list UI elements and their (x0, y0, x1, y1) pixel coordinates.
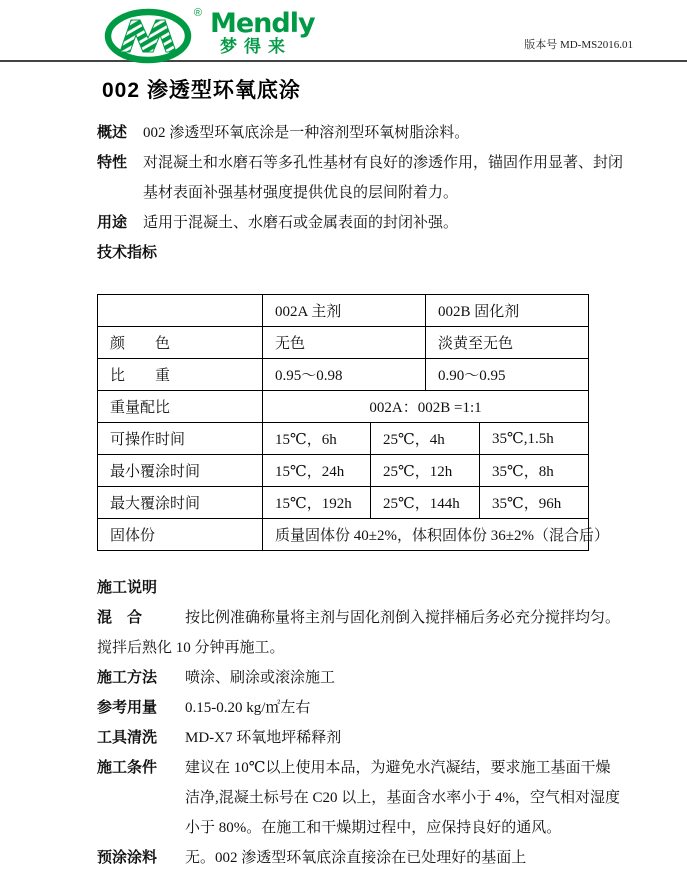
construction-section (97, 573, 632, 873)
page-header (0, 0, 687, 62)
cons-body (185, 603, 632, 633)
cons-line: MD-X7 环氧地坪稀释剂 (185, 730, 342, 746)
page-title: 002 渗透型环氧底涂 (102, 79, 301, 102)
cons-label: 工具清洗 (97, 729, 158, 746)
construction-heading: 施工说明 (97, 579, 158, 596)
cons-label: 参考用量 (97, 699, 158, 716)
table-row-ratio (98, 391, 589, 423)
cons-line: 喷涂、刷涂或滚涂施工 (185, 670, 336, 686)
cons-mixing-continuation: 搅拌后熟化 10 分钟再施工。 (97, 640, 285, 656)
table-cell: 002A：002B =1:1 (263, 391, 589, 423)
table-cell: 0.95～0.98 (263, 359, 426, 391)
table-row-solids (98, 519, 589, 551)
brand-block (104, 8, 315, 60)
table-row-color (98, 327, 589, 359)
tech-specs-heading: 技术指标 (97, 244, 158, 261)
cons-body (185, 843, 632, 873)
table-cell: 淡黄至无色 (426, 327, 589, 359)
intro-item-usage (97, 208, 632, 238)
cons-line: 按比例准确称量将主剂与固化剂倒入搅拌桶后务必充分搅拌均匀。 (185, 610, 621, 626)
registered-mark: ® (193, 7, 202, 19)
table-row-potlife (98, 423, 589, 455)
table-cell: 25℃，4h (371, 423, 480, 455)
cons-label: 混 合 (97, 609, 143, 626)
intro-line: 适用于混凝土、水磨石或金属表面的封闭补强。 (143, 215, 459, 231)
table-cell: 最小覆涂时间 (98, 455, 263, 487)
table-cell: 35℃，8h (480, 455, 589, 487)
intro-line: 对混凝土和水磨石等多孔性基材有良好的渗透作用，锚固作用显著、封闭 (143, 155, 624, 171)
table-cell: 无色 (263, 327, 426, 359)
table-cell: 最大覆涂时间 (98, 487, 263, 519)
table-cell: 固体份 (98, 519, 263, 551)
intro-label: 概述 (97, 124, 128, 141)
table-cell: 质量固体份 40±2%，体积固体份 36±2%（混合后） (263, 519, 589, 551)
version-label: 版本号 MD-MS2016.01 (524, 39, 633, 51)
cons-line: 建议在 10℃以上使用本品，为避免水汽凝结，要求施工基面干燥 (185, 760, 611, 776)
table-cell: 15℃，24h (263, 455, 371, 487)
intro-item-features (97, 148, 632, 208)
brand-chinese-name: 梦得来 (220, 37, 292, 57)
table-cell: 15℃，6h (263, 423, 371, 455)
table-row-header (98, 295, 589, 327)
cons-line: 0.15-0.20 kg/㎡左右 (185, 700, 311, 716)
cons-line: 洁净,混凝土标号在 C20 以上，基面含水率小于 4%，空气相对湿度 (185, 790, 621, 806)
table-cell: 可操作时间 (98, 423, 263, 455)
table-row-max-recoat (98, 487, 589, 519)
cons-label: 施工方法 (97, 669, 158, 686)
wordmark-block (210, 8, 315, 57)
cons-item-mixing (97, 603, 632, 633)
intro-body (143, 148, 632, 208)
brand-wordmark: Mendly (210, 8, 315, 39)
table-row-gravity (98, 359, 589, 391)
cons-item-method (97, 663, 632, 693)
table-cell: 002B 固化剂 (426, 295, 589, 327)
intro-label: 用途 (97, 214, 128, 231)
intro-body (143, 118, 632, 148)
cons-body (185, 753, 632, 843)
cons-body (185, 693, 632, 723)
cons-item-tool-cleaning (97, 723, 632, 753)
table-cell: 重量配比 (98, 391, 263, 423)
cons-line: 无。002 渗透型环氧底涂直接涂在已处理好的基面上 (185, 850, 527, 866)
table-cell (98, 295, 263, 327)
table-cell: 颜 色 (98, 327, 263, 359)
cons-line: 小于 80%。在施工和干燥期过程中，应保持良好的通风。 (185, 820, 562, 836)
cons-label: 预涂涂料 (97, 849, 158, 866)
intro-line: 002 渗透型环氧底涂是一种溶剂型环氧树脂涂料。 (143, 125, 470, 141)
intro-body (143, 208, 632, 238)
cons-body (185, 723, 632, 753)
intro-line: 基材表面补强基材强度提供优良的层间附着力。 (143, 185, 459, 201)
mendly-emblem-icon (104, 8, 200, 62)
cons-item-dosage (97, 693, 632, 723)
table-cell: 35℃，96h (480, 487, 589, 519)
table-cell: 25℃，12h (371, 455, 480, 487)
mendly-logo-icon (104, 8, 200, 60)
table-cell: 15℃，192h (263, 487, 371, 519)
cons-body (185, 663, 632, 693)
document-body (0, 118, 687, 873)
cons-item-precoat (97, 843, 632, 873)
cons-label: 施工条件 (97, 759, 158, 776)
intro-label: 特性 (97, 154, 128, 171)
spec-table (97, 294, 609, 551)
table-cell: 25℃，144h (371, 487, 480, 519)
intro-item-overview (97, 118, 632, 148)
table-cell: 比 重 (98, 359, 263, 391)
table-row-min-recoat (98, 455, 589, 487)
cons-item-conditions (97, 753, 632, 843)
table-cell: 35℃,1.5h (480, 423, 589, 455)
table-cell: 002A 主剂 (263, 295, 426, 327)
table-cell: 0.90～0.95 (426, 359, 589, 391)
